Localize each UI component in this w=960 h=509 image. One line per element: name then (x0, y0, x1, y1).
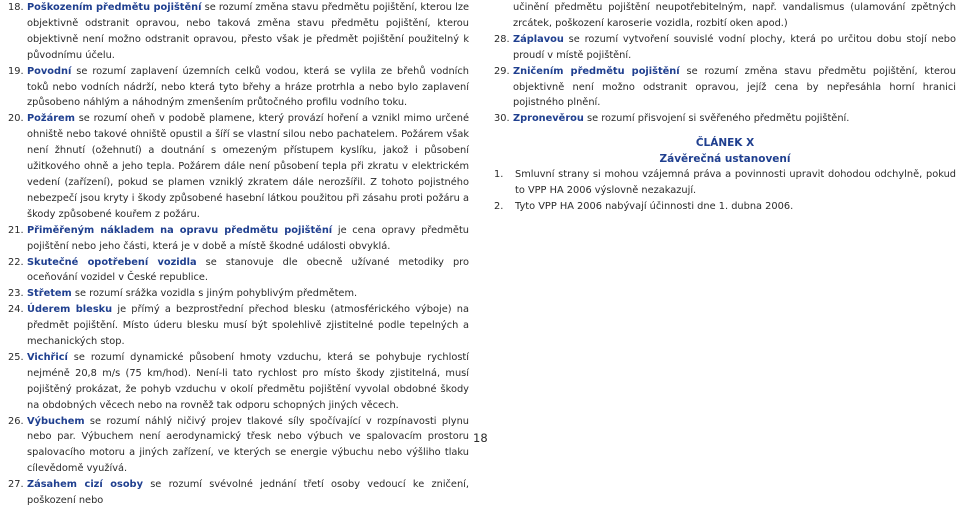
definition-item-18: 18. Poškozením předmětu pojištění se rozumí změna stavu předmětu pojištění, kterou lze objektivně odstranit opravou, nebo taková změna stavu předmětu pojištění, kterou objektivně není možno odstranit opravou, přesto však je předmět pojištění použitelný k původnímu účelu. (8, 2, 469, 61)
definition-term: Úderem blesku (27, 304, 113, 316)
final-provision-text: Smluvní strany si mohou vzájemná práva a povinnosti upravit dohodou odchylně, pokud to VPP HA 2006 výslovně nezakazují. (515, 169, 956, 197)
article-subtitle: Závěrečná ustanovení (659, 153, 791, 166)
definition-text: se rozumí náhlý ničivý projev tlakové síly spočívající v rozpínavosti plynu nebo par. Výbuchem není aerodynamický třesk nebo výbuch ve spalovacím prostoru spalovacího motoru a jiných zařízení, ve kterých se energie výbuchu nebo výšliho tlaku cílevědomě využívá. (27, 415, 469, 475)
definition-item-23: 23. Střetem se rozumí srážka vozidla s jiným pohyblivým předmětem. (8, 288, 358, 300)
section-gap (494, 127, 956, 135)
final-provisions-list (494, 167, 956, 215)
definition-term: Skutečné opotřebení vozidla (27, 256, 197, 268)
definition-term: Zpronevěrou (513, 113, 584, 125)
definition-item-21: 21. Přiměřeným nákladem na opravu předmětu pojištění je cena opravy předmětu pojištění nebo jeho části, která je v době a místě škodné události obvyklá. (8, 224, 469, 252)
definition-item-20: 20. Požárem se rozumí oheň v podobě plamene, který provází hoření a vznikl mimo určené ohniště nebo takové ohniště opustil a šíří se vlastní silou nebo pachatelem. Požárem však není žhnutí (ožehnutí) a doutnání s omezeným přístupem kyslíku, jakož i působení užitkového ohně a jeho tepla. Požárem dále není působení tepla při zkratu v elektrickém vedení (zařízení), pokud se plamen vzniklý zkratem dále nerozšířil. Z tohoto pojistného nebezpečí jsou kryty i škody způsobené hasební látkou použitou při zásahu proti požáru a škody způsobené kouřem z požáru. (8, 113, 469, 220)
left-column (8, 0, 469, 509)
final-provision-item: 1. Smluvní strany si mohou vzájemná práva a povinnosti upravit dohodou odchylně, pokud to VPP HA 2006 výslovně nezakazují. (494, 169, 956, 197)
definition-text: se rozumí svévolné jednání třetí osoby vedoucí ke zničení, poškození nebo (27, 479, 469, 507)
definition-text: se rozumí přisvojení si svěřeného předmětu pojištění. (583, 113, 850, 125)
definition-item-29: 29. Zničením předmětu pojištění se rozumí změna stavu předmětu pojištění, kterou objektivně není možno odstranit opravou, jejíž cena by nepřesáhla horní hranici pojistného plnění. (494, 65, 956, 109)
final-provision-text: Tyto VPP HA 2006 nabývají účinnosti dne 1. dubna 2006. (515, 201, 794, 213)
definition-item-27-continued (494, 0, 956, 32)
definition-item-19: 19. Povodní se rozumí zaplavení územních celků vodou, která se vylila ze břehů vodních toků nebo vodních nádrží, nebo která tyto břehy a hráze protrhla a nebo bylo zaplavení způsobeno náhlým a náhodným zmenšením průtočného profilu vodního toku. (8, 65, 469, 109)
final-provision-item: 2. Tyto VPP HA 2006 nabývají účinnosti dne 1. dubna 2006. (494, 201, 794, 213)
definition-term: Výbuchem (27, 415, 85, 427)
definition-item-25: 25. Vichřicí se rozumí dynamické působení hmoty vzduchu, která se pohybuje rychlostí nejméně 20,8 m/s (75 km/hod). Není-li tato rychlost pro místo škody zjistitelná, musí pojištěný prokázat, že pohyb vzduchu v okolí předmětu pojištění vyvolal obdobné škody na obdobných věcech nebo na rovněž tak odporu schopných jiných věcech. (8, 351, 469, 411)
article-title: ČLÁNEK X (695, 137, 755, 150)
definition-text: se rozumí srážka vozidla s jiným pohyblivým předmětem. (71, 288, 358, 300)
definition-term: Zásahem cizí osoby (27, 479, 143, 491)
definition-item-27: 27. Zásahem cizí osoby se rozumí svévolné jednání třetí osoby vedoucí ke zničení, poškození nebo (8, 479, 469, 507)
definition-text: se rozumí zaplavení územních celků vodou, která se vylila ze břehů vodních toků nebo vodních nádrží, nebo která tyto břehy a hráze protrhla a nebo bylo zaplavení způsobeno náhlým a náhodným zmenšením průtočného profilu vodního toku. (27, 65, 469, 109)
definition-term: Přiměřeným nákladem na opravu předmětu pojištění (27, 224, 333, 236)
definition-text: se rozumí dynamické působení hmoty vzduchu, která se pohybuje rychlostí nejméně 20,8 m/s (75 km/hod). Není-li tato rychlost pro místo škody zjistitelná, musí pojištěný prokázat, že pohyb vzduchu v okolí předmětu pojištění vyvolal obdobné škody na obdobných věcech nebo na rovněž tak odporu schopných jiných věcech. (27, 351, 469, 411)
definition-text: se rozumí změna stavu předmětu pojištění, kterou objektivně není možno odstranit opravou, jejíž cena by nepřesáhla horní hranici pojistného plnění. (513, 65, 956, 109)
definition-item-24: 24. Úderem blesku je přímý a bezprostřední přechod blesku (atmosférického výboje) na předmět pojištění. Místo úderu blesku musí být spolehlivě zjistitelné podle tepelných a mechanických stop. (8, 304, 469, 348)
definition-term: Záplavou (513, 33, 564, 45)
definition-term: Vichřicí (27, 351, 68, 363)
definition-term: Požárem (27, 113, 75, 125)
definition-item-26: 26. Výbuchem se rozumí náhlý ničivý projev tlakové síly spočívající v rozpínavosti plynu nebo par. Výbuchem není aerodynamický třesk nebo výbuch ve spalovacím prostoru spalovacího motoru a jiných zařízení, ve kterých se energie výbuchu nebo výšliho tlaku cílevědomě využívá. (8, 415, 469, 475)
definition-text: se rozumí změna stavu předmětu pojištění, kterou lze objektivně odstranit opravou, nebo taková změna stavu předmětu pojištění, kterou objektivně není možno odstranit opravou, přesto však je předmět pojištění použitelný k původnímu účelu. (27, 2, 469, 61)
definition-term: Povodní (27, 65, 72, 77)
definition-text: se rozumí oheň v podobě plamene, který provází hoření a vznikl mimo určené ohniště nebo takové ohniště opustil a šíří se vlastní silou nebo pachatelem. Požárem však není žhnutí (ožehnutí) a doutnání s omezeným přístupem kyslíku, jakož i působení užitkového ohně a jeho tepla. Požárem dále není působení tepla při zkratu v elektrickém vedení (zařízení), pokud se plamen vzniklý zkratem dále nerozšířil. Z tohoto pojistného nebezpečí jsou kryty i škody způsobené hasební látkou použitou při zásahu proti požáru a škody způsobené kouřem z požáru. (27, 113, 469, 220)
right-column (494, 0, 956, 215)
definition-text: učinění předmětu pojištění neupotřebitelným, např. vandalismus (ulamování zpětných zrcátek, poškození karoserie vozidla, rozbití oken apod.) (513, 2, 956, 29)
definition-text: se stanovuje dle obecně užívané metodiky pro oceňování vozidel v České republice. (27, 256, 469, 284)
definition-text: je cena opravy předmětu pojištění nebo jeho části, která je v době a místě škodné události obvyklá. (27, 224, 469, 252)
definition-term: Střetem (27, 288, 72, 300)
definition-term: Poškozením předmětu pojištění (27, 2, 202, 13)
definition-text: je přímý a bezprostřední přechod blesku (atmosférického výboje) na předmět pojištění. Místo úderu blesku musí být spolehlivě zjistitelné podle tepelných a mechanických stop. (27, 304, 469, 348)
definition-text: se rozumí vytvoření souvislé vodní plochy, která po určitou dobu stojí nebo proudí v místě pojištění. (513, 33, 956, 61)
definition-item-30: 30. Zpronevěrou se rozumí přisvojení si svěřeného předmětu pojištění. (494, 113, 850, 125)
definition-term: Zničením předmětu pojištění (513, 65, 680, 77)
definition-item-28: 28. Záplavou se rozumí vytvoření souvislé vodní plochy, která po určitou dobu stojí nebo proudí v místě pojištění. (494, 33, 956, 61)
page-number: 18 (473, 431, 488, 445)
definition-item-22: 22. Skutečné opotřebení vozidla se stanovuje dle obecně užívané metodiky pro oceňování vozidel v České republice. (8, 256, 469, 284)
